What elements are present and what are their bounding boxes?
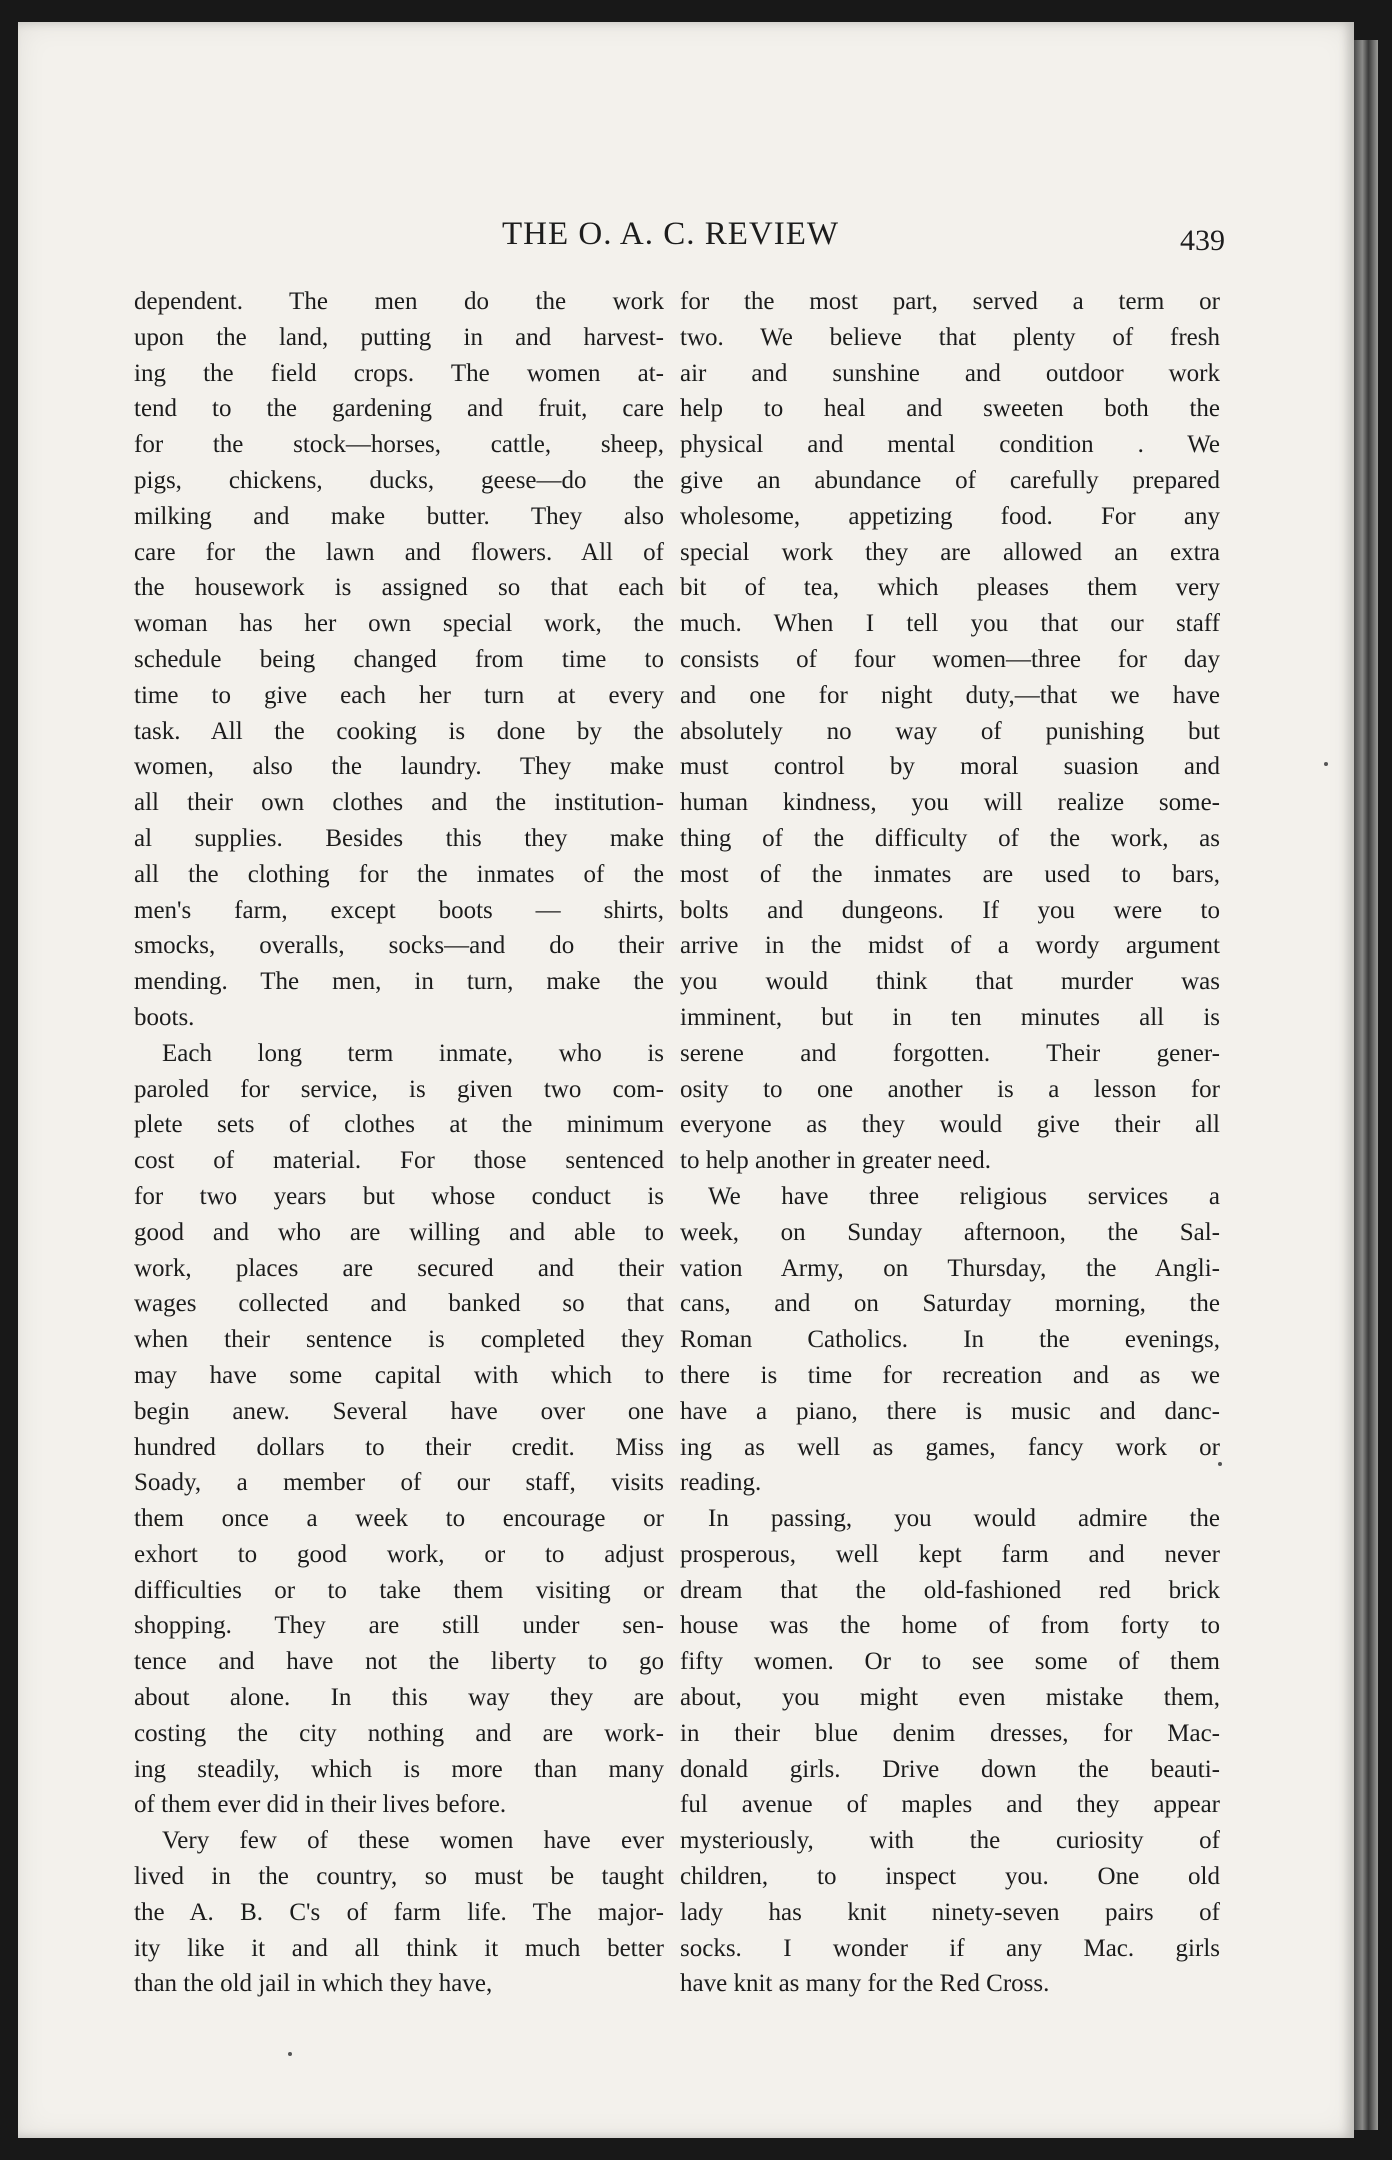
text-line: all the clothing for the inmates of the [134, 860, 664, 888]
text-line: special work they are allowed an extra [680, 538, 1220, 566]
text-line: boots. [134, 1003, 195, 1031]
text-line: paroled for service, is given two com- [134, 1075, 664, 1103]
text-line: tence and have not the liberty to go [134, 1648, 664, 1676]
text-line: for the stock—horses, cattle, sheep, [134, 431, 664, 459]
text-line: you would think that murder was [680, 968, 1220, 996]
text-line: have knit as many for the Red Cross. [680, 1970, 1050, 1998]
scan-speck [288, 2052, 292, 2056]
text-line: absolutely no way of punishing but [680, 717, 1220, 745]
text-line: arrive in the midst of a wordy argument [680, 932, 1220, 960]
text-line: wages collected and banked so that [134, 1290, 664, 1318]
text-line: In passing, you would admire the [708, 1505, 1220, 1533]
text-line: mending. The men, in turn, make the [134, 968, 664, 996]
left-column [134, 284, 664, 2002]
journal-title: THE O. A. C. REVIEW [502, 216, 840, 252]
text-line: We have three religious services a [708, 1182, 1220, 1210]
text-line: upon the land, putting in and harvest- [134, 323, 664, 351]
text-line: air and sunshine and outdoor work [680, 359, 1220, 387]
text-line: wholesome, appetizing food. For any [680, 502, 1220, 530]
text-line: for two years but whose conduct is [134, 1182, 664, 1210]
text-line: woman has her own special work, the [134, 610, 664, 638]
text-line: in their blue denim dresses, for Mac- [680, 1719, 1220, 1747]
text-line: dependent. The men do the work [134, 288, 664, 315]
text-line: Roman Catholics. In the evenings, [680, 1326, 1220, 1354]
text-line: have a piano, there is music and danc- [680, 1397, 1220, 1425]
text-line: smocks, overalls, socks—and do their [134, 932, 664, 960]
text-line: women, also the laundry. They make [134, 753, 664, 781]
text-line: human kindness, you will realize some- [680, 789, 1220, 817]
scan-speck [1218, 1462, 1222, 1466]
page-number: 439 [1180, 224, 1225, 257]
document-page [18, 22, 1354, 2138]
text-line: difficulties or to take them visiting or [134, 1576, 664, 1604]
text-line: bolts and dungeons. If you were to [680, 896, 1220, 924]
text-line: about alone. In this way they are [134, 1684, 664, 1712]
text-line: help to heal and sweeten both the [680, 395, 1220, 423]
text-line: schedule being changed from time to [134, 645, 664, 673]
text-line: good and who are willing and able to [134, 1218, 664, 1246]
text-line: lady has knit ninety-seven pairs of [680, 1898, 1220, 1926]
text-line: house was the home of from forty to [680, 1612, 1220, 1640]
paragraph [134, 1036, 664, 1824]
text-line: imminent, but in ten minutes all is [680, 1003, 1220, 1031]
paragraph [134, 1823, 664, 2002]
text-line: the A. B. C's of farm life. The major- [134, 1898, 664, 1926]
text-line: reading. [680, 1469, 762, 1497]
paragraph [680, 1501, 1220, 2002]
scan-speck [1324, 762, 1328, 766]
text-line: week, on Sunday afternoon, the Sal- [680, 1218, 1220, 1246]
text-line: most of the inmates are used to bars, [680, 860, 1220, 888]
text-line: costing the city nothing and are work- [134, 1719, 664, 1747]
text-line: must control by moral suasion and [680, 753, 1220, 781]
paragraph [680, 284, 1220, 1179]
text-line: for the most part, served a term or [680, 288, 1220, 315]
text-line: donald girls. Drive down the beauti- [680, 1755, 1220, 1783]
text-line: to help another in greater need. [680, 1147, 991, 1175]
text-line: give an abundance of carefully prepared [680, 466, 1220, 494]
text-line: socks. I wonder if any Mac. girls [680, 1934, 1220, 1962]
text-line: everyone as they would give their all [680, 1111, 1220, 1139]
text-line: exhort to good work, or to adjust [134, 1540, 664, 1568]
text-line: cost of material. For those sentenced [134, 1147, 664, 1175]
text-line: men's farm, except boots — shirts, [134, 896, 664, 924]
text-line: consists of four women—three for day [680, 645, 1220, 673]
text-line: shopping. They are still under sen- [134, 1612, 664, 1640]
text-line: fifty women. Or to see some of them [680, 1648, 1220, 1676]
running-header [18, 216, 1354, 266]
text-line: lived in the country, so must be taught [134, 1863, 664, 1891]
text-line: physical and mental condition . We [680, 431, 1220, 459]
text-line: osity to one another is a lesson for [680, 1075, 1220, 1103]
text-line: of them ever did in their lives before. [134, 1791, 507, 1819]
text-line: plete sets of clothes at the minimum [134, 1111, 664, 1139]
text-line: cans, and on Saturday morning, the [680, 1290, 1220, 1318]
text-line: about, you might even mistake them, [680, 1684, 1220, 1712]
text-line: thing of the difficulty of the work, as [680, 824, 1220, 852]
text-line: care for the lawn and flowers. All of [134, 538, 664, 566]
text-line: tend to the gardening and fruit, care [134, 395, 664, 423]
text-line: all their own clothes and the institution- [134, 789, 664, 817]
text-line: than the old jail in which they have, [134, 1970, 493, 1998]
text-line: the housework is assigned so that each [134, 574, 664, 602]
text-line: al supplies. Besides this they make [134, 824, 664, 852]
text-line: Very few of these women have ever [162, 1827, 664, 1855]
text-line: ful avenue of maples and they appear [680, 1791, 1220, 1819]
text-line: begin anew. Several have over one [134, 1397, 664, 1425]
text-line: two. We believe that plenty of fresh [680, 323, 1220, 351]
text-line: bit of tea, which pleases them very [680, 574, 1220, 602]
text-line: mysteriously, with the curiosity of [680, 1827, 1220, 1855]
page-stack-edge [1354, 40, 1378, 2130]
text-line: children, to inspect you. One old [680, 1863, 1220, 1891]
text-line: when their sentence is completed they [134, 1326, 664, 1354]
text-line: task. All the cooking is done by the [134, 717, 664, 745]
text-line: ing steadily, which is more than many [134, 1755, 664, 1783]
text-line: may have some capital with which to [134, 1361, 664, 1389]
text-line: much. When I tell you that our staff [680, 610, 1220, 638]
text-line: Soady, a member of our staff, visits [134, 1469, 664, 1497]
text-line: vation Army, on Thursday, the Angli- [680, 1254, 1220, 1282]
text-line: and one for night duty,—that we have [680, 681, 1220, 709]
text-line: ing as well as games, fancy work or [680, 1433, 1220, 1461]
text-line: them once a week to encourage or [134, 1505, 664, 1533]
paragraph [680, 1179, 1220, 1501]
text-line: milking and make butter. They also [134, 502, 664, 530]
text-line: ity like it and all think it much better [134, 1934, 664, 1962]
text-line: time to give each her turn at every [134, 681, 664, 709]
text-line: dream that the old-fashioned red brick [680, 1576, 1220, 1604]
text-line: ing the field crops. The women at- [134, 359, 664, 387]
text-line: Each long term inmate, who is [162, 1039, 664, 1067]
text-line: prosperous, well kept farm and never [680, 1540, 1220, 1568]
text-line: pigs, chickens, ducks, geese—do the [134, 466, 664, 494]
paragraph [134, 284, 664, 1036]
text-line: serene and forgotten. Their gener- [680, 1039, 1220, 1067]
text-line: work, places are secured and their [134, 1254, 664, 1282]
text-line: hundred dollars to their credit. Miss [134, 1433, 664, 1461]
right-column [680, 284, 1220, 2002]
text-line: there is time for recreation and as we [680, 1361, 1220, 1389]
